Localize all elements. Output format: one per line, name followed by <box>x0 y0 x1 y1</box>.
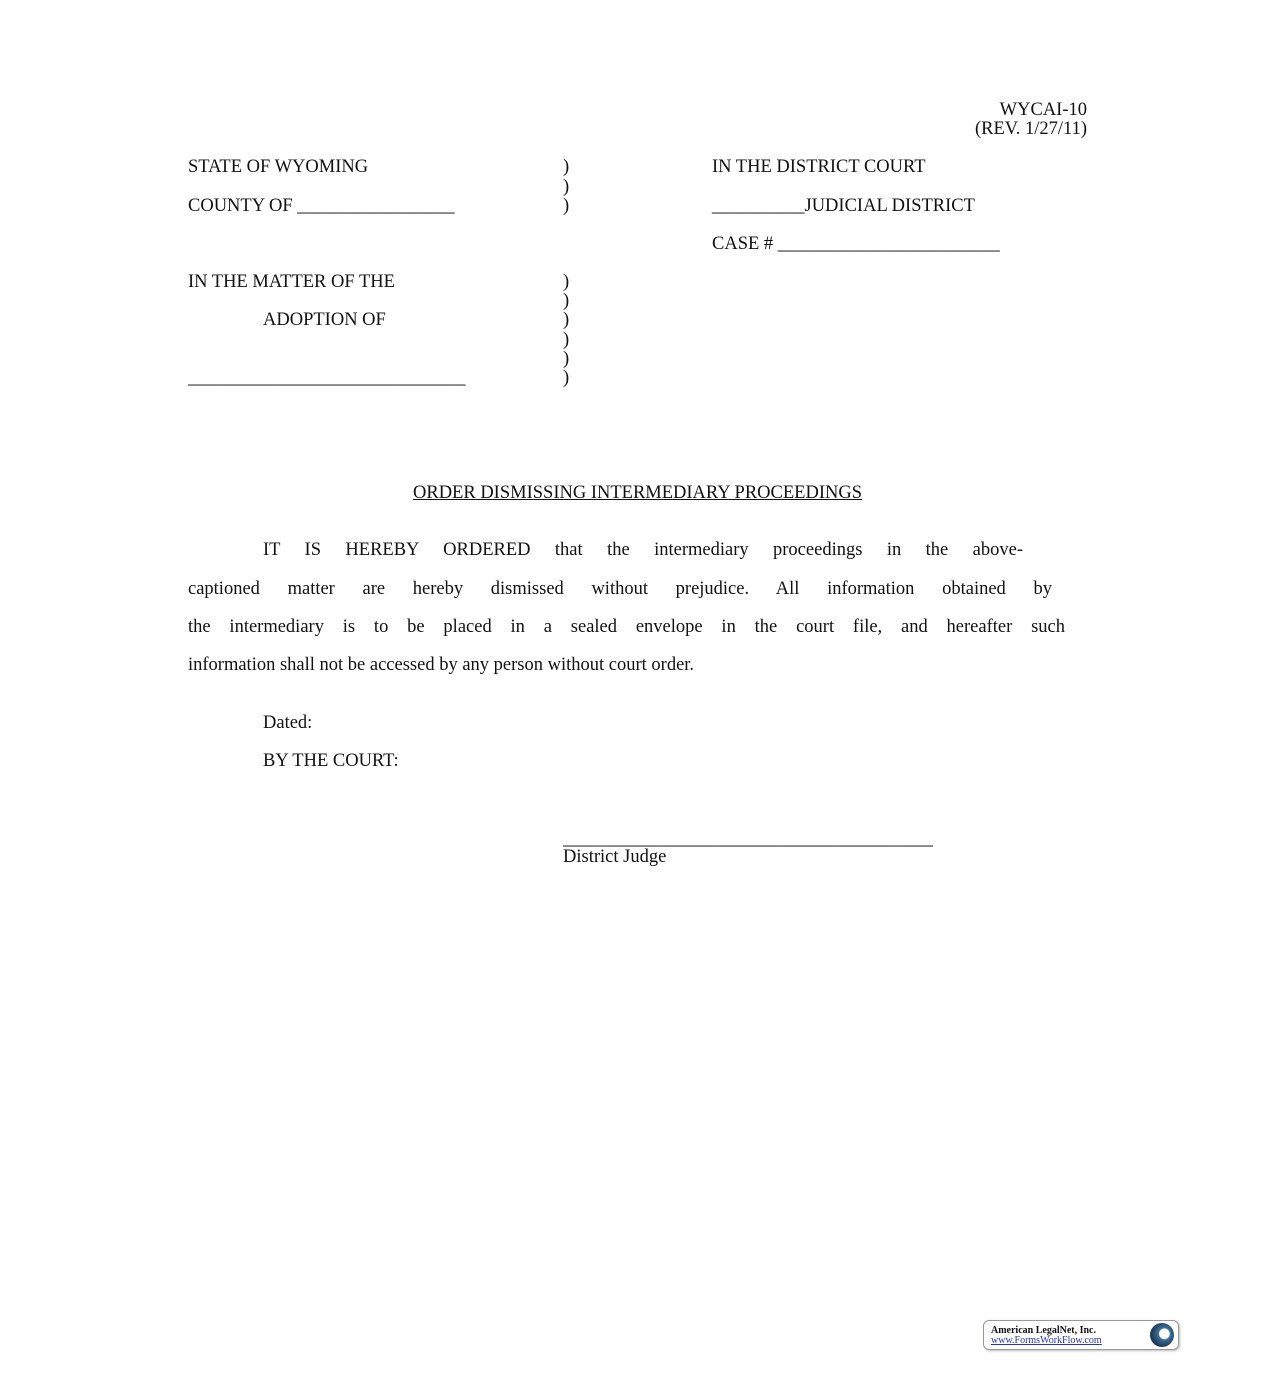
caption-paren: ) <box>563 330 570 350</box>
caption-paren: ) <box>563 368 570 388</box>
judicial-district-field: __________JUDICIAL DISTRICT <box>712 196 975 216</box>
adoptee-name-field: ______________________________ <box>188 368 466 388</box>
adoption-label: ADOPTION OF <box>263 310 386 330</box>
court-label: IN THE DISTRICT COURT <box>712 157 926 177</box>
matter-label: IN THE MATTER OF THE <box>188 272 395 292</box>
caption-paren: ) <box>563 291 570 311</box>
by-the-court-label: BY THE COURT: <box>263 751 399 771</box>
caption-paren: ) <box>563 310 570 330</box>
county-field: COUNTY OF _________________ <box>188 196 455 216</box>
signature-label: District Judge <box>563 847 667 867</box>
caption-paren: ) <box>563 349 570 369</box>
state-label: STATE OF WYOMING <box>188 157 369 177</box>
caption-paren: ) <box>563 157 570 177</box>
caption-paren: ) <box>563 196 570 216</box>
caption-paren: ) <box>563 272 570 292</box>
logo-company: American LegalNet, Inc. <box>991 1325 1096 1336</box>
body-line: IT IS HEREBY ORDERED that the intermediary proceedings in the above- <box>263 540 1023 560</box>
order-title: ORDER DISMISSING INTERMEDIARY PROCEEDINGS <box>413 483 862 503</box>
body-line: the intermediary is to be placed in a sealed envelope in the court file, and hereafter such <box>188 617 1065 637</box>
american-legalnet-logo <box>983 1320 1179 1350</box>
case-number-field: CASE # ________________________ <box>712 234 1000 254</box>
logo-url-link[interactable]: www.FormsWorkFlow.com <box>991 1335 1102 1346</box>
globe-icon <box>1150 1323 1174 1347</box>
form-id: WYCAI-10 <box>999 100 1087 120</box>
body-line: captioned matter are hereby dismissed without prejudice. All information obtained by <box>188 579 1052 599</box>
dated-label: Dated: <box>263 713 313 733</box>
caption-paren: ) <box>563 177 570 197</box>
revision-date: (REV. 1/27/11) <box>974 119 1087 139</box>
signature-line: ________________________________________ <box>563 829 933 849</box>
body-line: information shall not be accessed by any person without court order. <box>188 655 695 675</box>
